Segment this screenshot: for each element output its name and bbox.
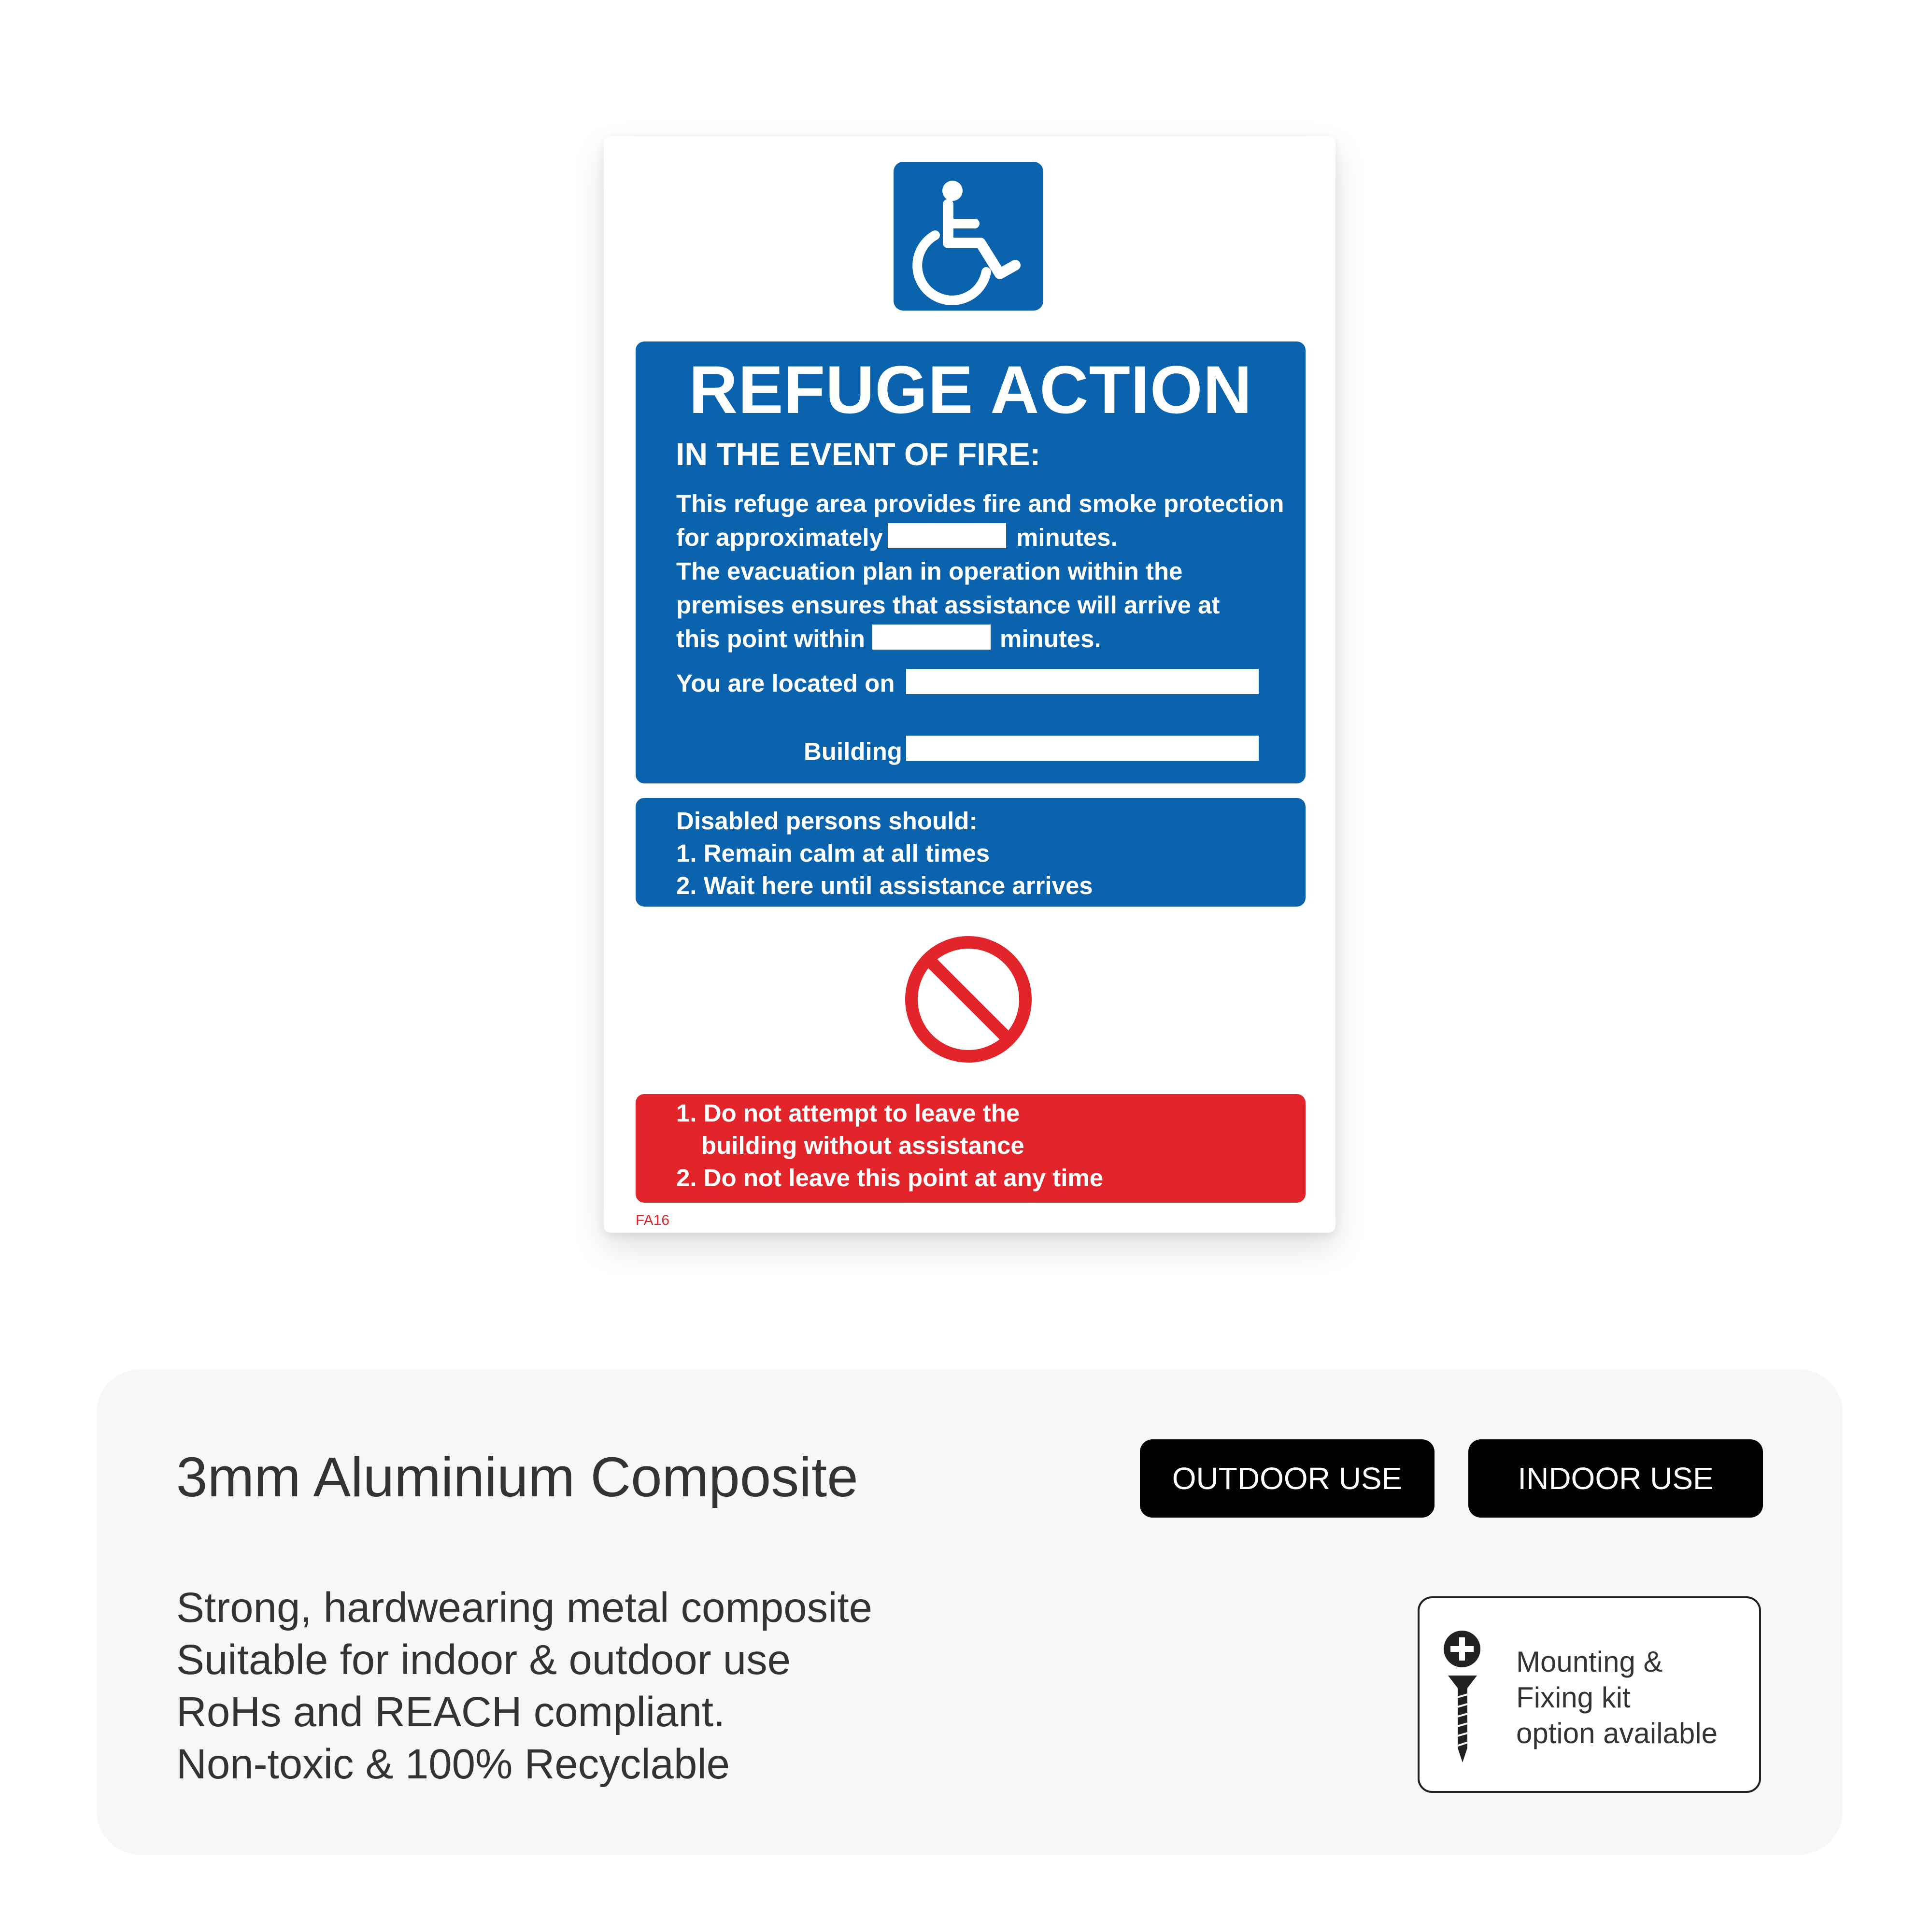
refuge-action-sign [604, 136, 1335, 1233]
plus-screw-head-icon [1443, 1630, 1481, 1668]
feature-item: Suitable for indoor & outdoor use [176, 1636, 791, 1683]
fixing-kit-line: option available [1516, 1717, 1718, 1749]
prohibition-item: 1. Do not attempt to leave the [676, 1099, 1020, 1127]
disabled-persons-panel [636, 798, 1306, 907]
product-info-panel [97, 1369, 1843, 1855]
disabled-heading: Disabled persons should: [676, 807, 978, 835]
disabled-item: 2. Wait here until assistance arrives [676, 872, 1093, 899]
prohibition-item-continued: building without assistance [701, 1132, 1024, 1159]
fixing-kit-text [1516, 1644, 1718, 1751]
sign-title: REFUGE ACTION [689, 352, 1252, 427]
product-code: FA16 [636, 1212, 670, 1228]
outdoor-use-badge: OUTDOOR USE [1140, 1439, 1435, 1518]
prohibition-item: 2. Do not leave this point at any time [676, 1164, 1104, 1192]
premises-line: premises ensures that assistance will arrive at [676, 591, 1220, 619]
feature-item: Strong, hardwearing metal composite [176, 1584, 873, 1631]
building-blank-field [906, 736, 1259, 761]
fixing-kit-box [1418, 1596, 1761, 1793]
location-blank-field [906, 669, 1259, 694]
building-label: Building [804, 738, 902, 765]
approx-label: for approximately [676, 524, 883, 551]
prohibition-icon [903, 934, 1034, 1065]
refuge-info-panel [636, 341, 1306, 783]
feature-item: Non-toxic & 100% Recyclable [176, 1741, 730, 1788]
feature-item: RoHs and REACH compliant. [176, 1689, 725, 1735]
within-label: this point within [676, 625, 865, 653]
minutes-blank-field [888, 523, 1006, 548]
minutes-label: minutes. [1016, 524, 1118, 551]
screw-icon [1447, 1676, 1478, 1762]
protection-line: This refuge area provides fire and smoke protection [676, 490, 1284, 517]
disabled-item: 1. Remain calm at all times [676, 839, 990, 867]
prohibition-panel [636, 1094, 1306, 1203]
fixing-kit-line: Fixing kit [1516, 1681, 1631, 1714]
wheelchair-icon [894, 162, 1043, 311]
fixing-kit-line: Mounting & [1516, 1646, 1663, 1678]
evacuation-line: The evacuation plan in operation within the [676, 557, 1183, 585]
arrival-minutes-label: minutes. [1000, 625, 1101, 653]
indoor-use-badge: INDOOR USE [1468, 1439, 1763, 1518]
located-label: You are located on [676, 669, 895, 697]
material-title: 3mm Aluminium Composite [176, 1446, 858, 1508]
arrival-minutes-blank-field [872, 625, 991, 650]
sign-subtitle: IN THE EVENT OF FIRE: [676, 436, 1041, 472]
feature-list [176, 1582, 872, 1790]
